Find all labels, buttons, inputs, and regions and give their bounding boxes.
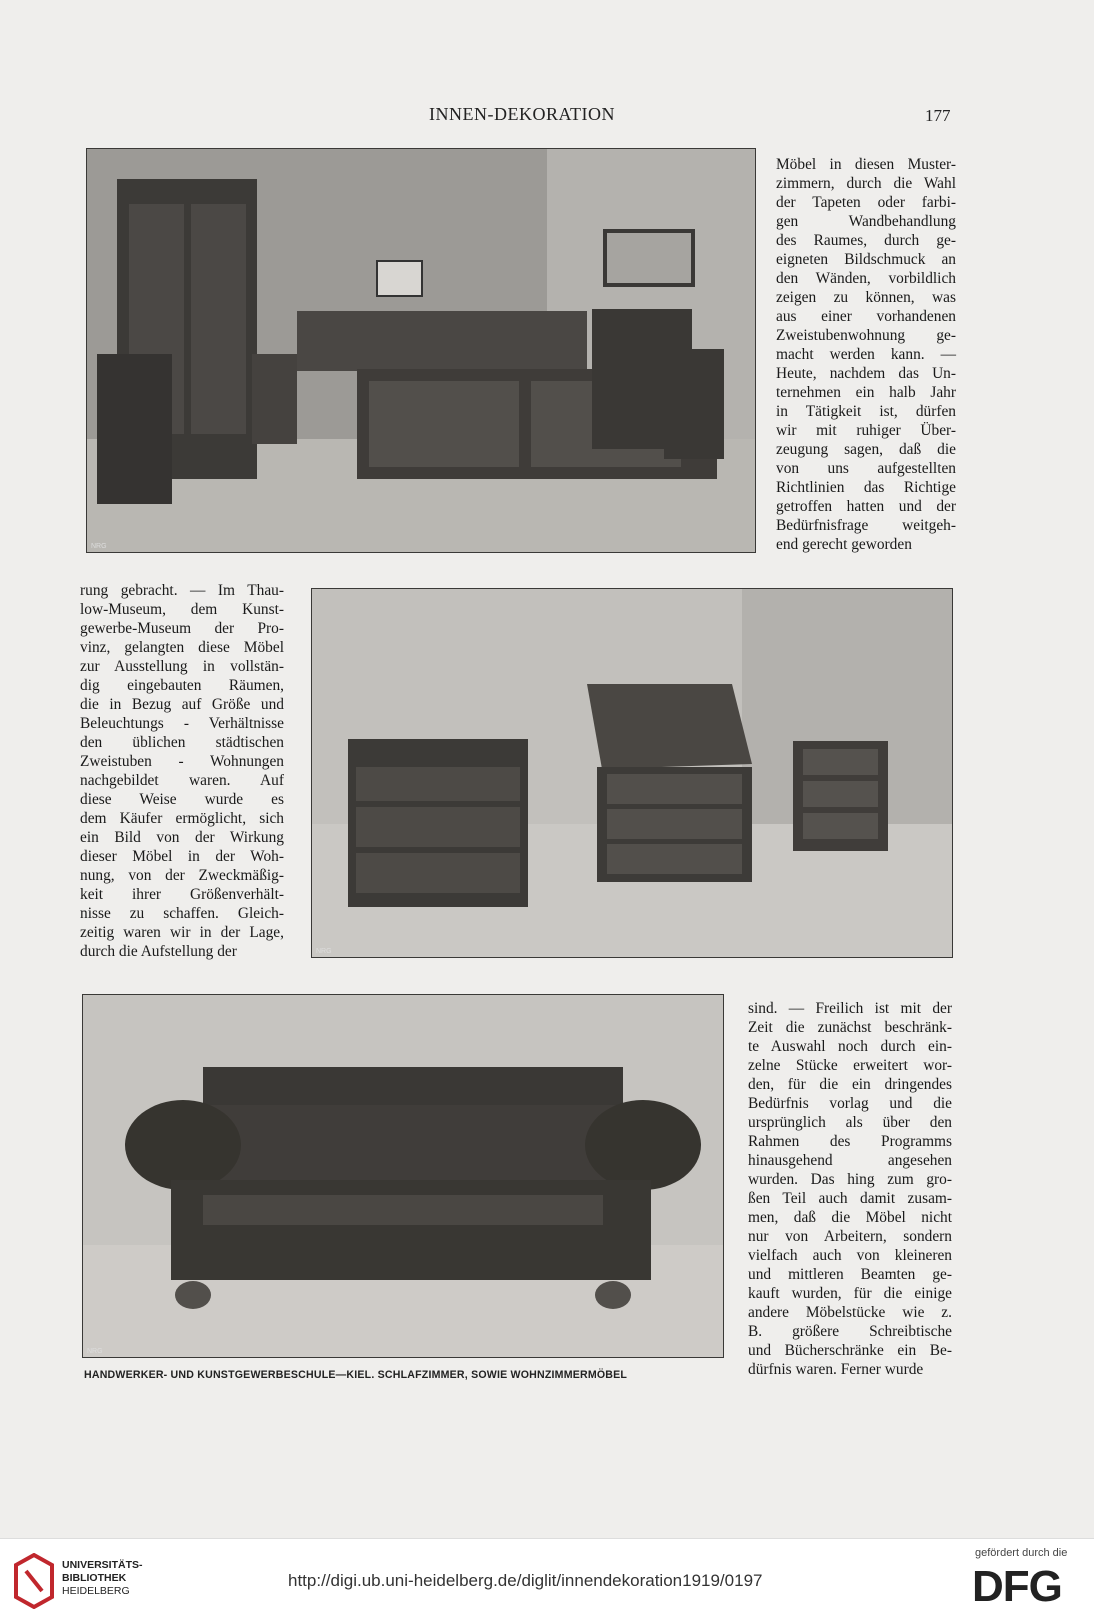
text-line: Bedürfnis vorlag und die — [748, 1095, 952, 1112]
viewer-footer — [0, 1538, 1094, 1618]
text-line: nisse zu schaffen. Gleich- — [80, 905, 284, 922]
text-line: Beleuchtungs - Verhältnisse — [80, 715, 284, 732]
sofa-photo — [82, 994, 724, 1358]
text-line: low-Museum, dem Kunst- — [80, 601, 284, 618]
text-line: den Wänden, vorbildlich — [776, 270, 956, 287]
chests-photo — [311, 588, 953, 958]
text-line: Rahmen des Programms — [748, 1133, 952, 1150]
text-line: dig eingebauten Räumen, — [80, 677, 284, 694]
university-library-name: UNIVERSITÄTS- BIBLIOTHEK HEIDELBERG — [62, 1559, 143, 1597]
text-line: zeugung sagen, daß die — [776, 441, 956, 458]
text-line: dürfnis waren. Ferner wurde — [748, 1361, 924, 1378]
text-line: zeitig waren wir in der Lage, — [80, 924, 284, 941]
text-line: end gerecht geworden — [776, 536, 912, 553]
text-line: Heute, nachdem das Un- — [776, 365, 956, 382]
text-line: kauft wurden, für die einige — [748, 1285, 952, 1302]
text-line: rung gebracht. — Im Thau- — [80, 582, 284, 599]
bedroom-photo — [86, 148, 756, 553]
running-header: INNEN-DEKORATION — [429, 104, 615, 124]
dfg-logo: DFG — [972, 1562, 1062, 1611]
text-line: zur Ausstellung in vollstän- — [80, 658, 284, 675]
text-line: vielfach auch von kleineren — [748, 1247, 952, 1264]
text-line: Zweistubenwohnung ge- — [776, 327, 956, 344]
photo-mark: NRG — [91, 543, 107, 550]
text-column-right-bottom — [748, 999, 952, 1379]
photo-mark: NRG — [87, 1348, 103, 1355]
text-line: in Tätigkeit ist, dürfen — [776, 403, 956, 420]
text-line: gen Wandbehandlung — [776, 213, 956, 230]
text-line: wurden. Das hing zum gro- — [748, 1171, 952, 1188]
text-line: die in Bezug auf Größe und — [80, 696, 284, 713]
text-line: gewerbe-Museum der Pro- — [80, 620, 284, 637]
text-line: vinz, gelangten diese Möbel — [80, 639, 284, 656]
text-line: men, daß die Möbel nicht — [748, 1209, 952, 1226]
text-line: den, für die ein dringendes — [748, 1076, 952, 1093]
text-line: Zweistuben - Wohnungen — [80, 753, 284, 770]
text-line: macht werden kann. — — [776, 346, 956, 363]
text-line: dieser Möbel in der Woh- — [80, 848, 284, 865]
figure-caption: HANDWERKER- UND KUNSTGEWERBESCHULE—KIEL. SCHLAFZIMMER, SOWIE WOHNZIMMERMÖBEL — [84, 1369, 628, 1381]
text-column-left-middle — [80, 581, 284, 961]
text-line: hinausgehend angesehen — [748, 1152, 952, 1169]
text-line: ßen Teil auch damit zusam- — [748, 1190, 952, 1207]
text-line: diese Weise wurde es — [80, 791, 284, 808]
text-line: von uns aufgestellten — [776, 460, 956, 477]
text-line: sind. — Freilich ist mit der — [748, 1000, 952, 1017]
text-line: eigneten Bildschmuck an — [776, 251, 956, 268]
photo-mark: NRG — [316, 948, 332, 955]
text-line: B. größere Schreibtische — [748, 1323, 952, 1340]
text-line: dem Käufer ermöglicht, sich — [80, 810, 284, 827]
text-line: zeigen zu können, was — [776, 289, 956, 306]
document-url-link[interactable]: http://digi.ub.uni-heidelberg.de/diglit/innendekoration1919/0197 — [288, 1571, 763, 1590]
text-line: wir mit ruhiger Über- — [776, 422, 956, 439]
text-line: getroffen hatten und der — [776, 498, 956, 515]
text-line: der Tapeten oder farbi- — [776, 194, 956, 211]
funding-note: gefördert durch die — [975, 1547, 1068, 1559]
text-line: zelne Stücke erweitert wor- — [748, 1057, 952, 1074]
text-line: Bedürfnisfrage weitgeh- — [776, 517, 956, 534]
text-line: ursprünglich als über den — [748, 1114, 952, 1131]
text-line: aus einer vorhandenen — [776, 308, 956, 325]
text-line: Richtlinien das Richtige — [776, 479, 956, 496]
text-line: nur von Arbeitern, sondern — [748, 1228, 952, 1245]
text-column-right-top — [776, 155, 956, 554]
text-line: des Raumes, durch ge- — [776, 232, 956, 249]
text-line: nachgebildet waren. Auf — [80, 772, 284, 789]
university-library-logo-icon — [12, 1553, 56, 1609]
text-line: andere Möbelstücke wie z. — [748, 1304, 952, 1321]
text-line: Zeit die zunächst beschränk- — [748, 1019, 952, 1036]
text-line: durch die Aufstellung der — [80, 943, 237, 960]
text-line: te Auswahl noch durch ein- — [748, 1038, 952, 1055]
text-line: Möbel in diesen Muster- — [776, 156, 956, 173]
text-line: den üblichen städtischen — [80, 734, 284, 751]
text-line: und Bücherschränke ein Be- — [748, 1342, 952, 1359]
text-line: keit ihrer Größenverhält- — [80, 886, 284, 903]
text-line: ein Bild von der Wirkung — [80, 829, 284, 846]
text-line: ternehmen ein halb Jahr — [776, 384, 956, 401]
page-number: 177 — [925, 106, 951, 125]
text-line: nung, von der Zweckmäßig- — [80, 867, 284, 884]
text-line: und mittleren Beamten ge- — [748, 1266, 952, 1283]
text-line: zimmern, durch die Wahl — [776, 175, 956, 192]
